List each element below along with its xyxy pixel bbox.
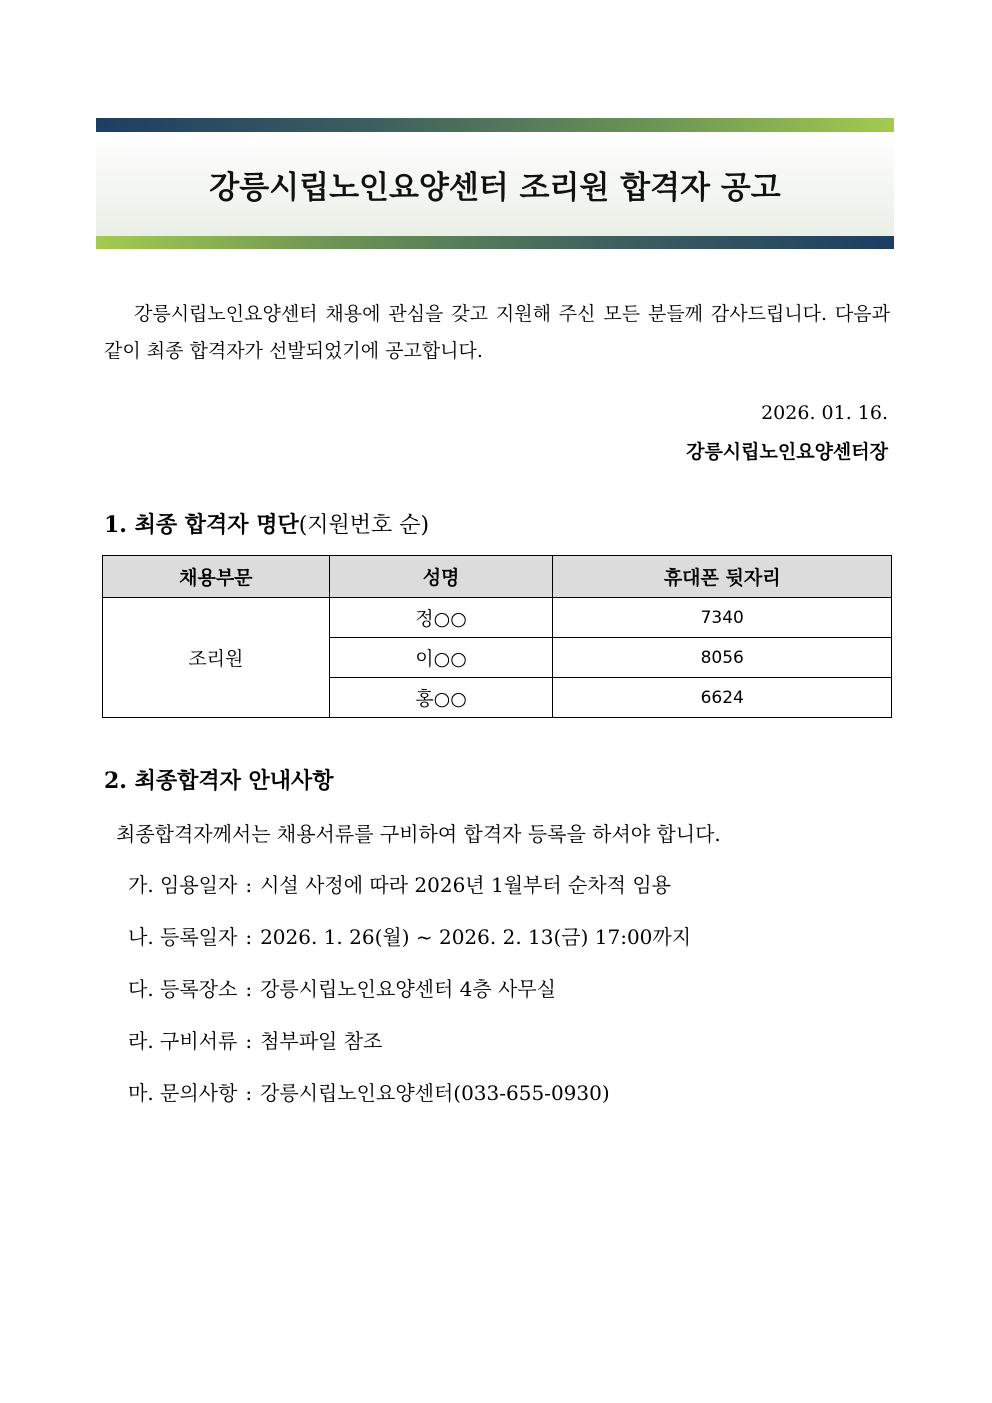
table-row: [103, 598, 892, 638]
title-banner: [96, 118, 894, 249]
item-label: 가. 임용일자: [128, 873, 238, 897]
name-cell: 이○○: [329, 638, 553, 678]
item-value: 시설 사정에 따라 2026년 1월부터 순차적 임용: [260, 873, 671, 897]
table-header-row: [103, 556, 892, 598]
item-separator: :: [245, 1029, 253, 1053]
notice-item-documents: [128, 1026, 691, 1078]
notice-item-inquiry: [128, 1078, 691, 1130]
item-value: 강릉시립노인요양센터 4층 사무실: [260, 977, 556, 1001]
item-separator: :: [245, 1081, 253, 1105]
item-label: 나. 등록일자: [128, 925, 238, 949]
successful-candidates-table: [102, 555, 892, 718]
announcement-date: 2026. 01. 16.: [761, 402, 888, 424]
name-cell: 홍○○: [329, 678, 553, 718]
name-cell: 정○○: [329, 598, 553, 638]
item-separator: :: [245, 977, 253, 1001]
notice-item-registration-date: [128, 922, 691, 974]
section1-title: 1. 최종 합격자 명단: [104, 512, 299, 538]
notice-items: [128, 870, 691, 1130]
header-name: 성명: [329, 556, 553, 598]
item-value: 2026. 1. 26(월) ~ 2026. 2. 13(금) 17:00까지: [260, 925, 692, 949]
header-phone: 휴대폰 뒷자리: [553, 556, 892, 598]
section2-title: 2. 최종합격자 안내사항: [104, 768, 334, 794]
section1-note: (지원번호 순): [298, 513, 430, 538]
banner-bottom-bar: [96, 236, 894, 249]
intro-text: 강릉시립노인요양센터 채용에 관심을 갖고 지원해 주신 모든 분들께 감사드립니다. 다음과 같이 최종 합격자가 선발되었기에 공고합니다.: [104, 303, 890, 362]
item-separator: :: [245, 873, 253, 897]
phone-cell: 6624: [553, 678, 892, 718]
intro-paragraph: [104, 296, 890, 370]
section2-lead: 최종합격자께서는 채용서류를 구비하여 합격자 등록을 하셔야 합니다.: [116, 822, 721, 846]
phone-cell: 7340: [553, 598, 892, 638]
item-separator: :: [245, 925, 253, 949]
header-department: 채용부문: [103, 556, 330, 598]
banner-top-bar: [96, 118, 894, 132]
notice-item-appointment: [128, 870, 691, 922]
page-title: 강릉시립노인요양센터 조리원 합격자 공고: [209, 169, 781, 206]
item-value: 첨부파일 참조: [260, 1029, 383, 1053]
phone-cell: 8056: [553, 638, 892, 678]
item-label: 라. 구비서류: [128, 1029, 238, 1053]
issuer-name: 강릉시립노인요양센터장: [686, 441, 888, 463]
notice-item-registration-place: [128, 974, 691, 1026]
item-label: 다. 등록장소: [128, 977, 238, 1001]
item-label: 마. 문의사항: [128, 1081, 238, 1105]
item-value: 강릉시립노인요양센터(033-655-0930): [260, 1081, 610, 1105]
department-cell: 조리원: [103, 598, 330, 718]
section1-heading: [104, 508, 429, 539]
